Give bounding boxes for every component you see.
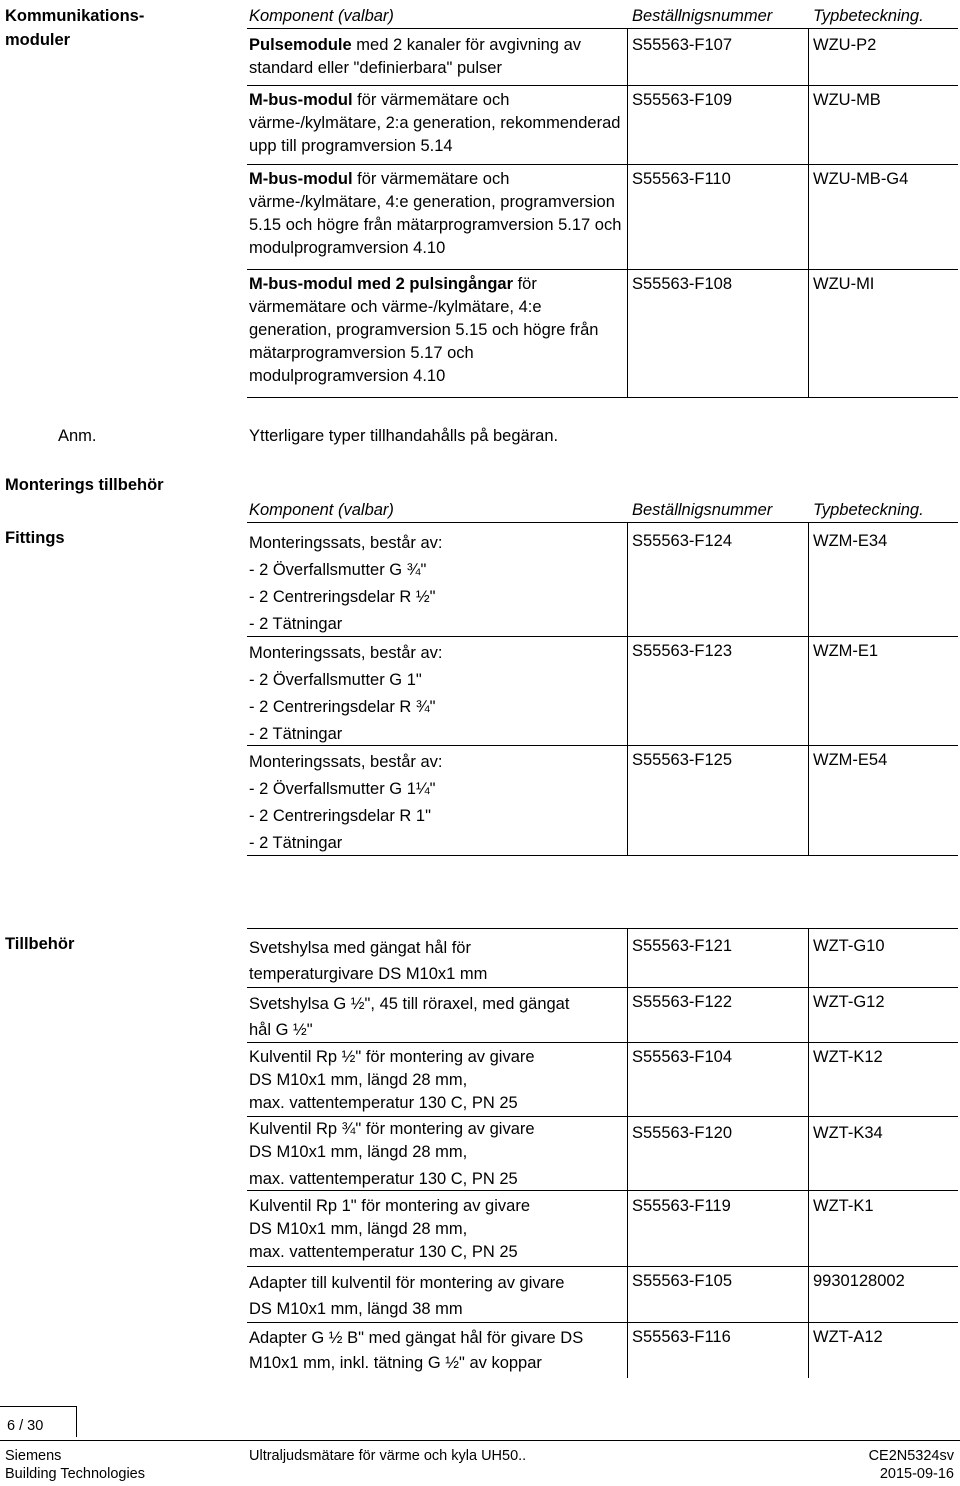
accessory-row-3-line-3: max. vattentemperatur 130 C, PN 25 (249, 1094, 518, 1112)
fitting-row-3-desc (249, 749, 627, 857)
accessory-row-1-line-1: Svetshylsa med gängat hål för (249, 939, 471, 957)
module-row-4-desc (249, 273, 627, 388)
fitting-col-divider-1 (627, 522, 628, 855)
fitting-row-3-line-4: - 2 Tätningar (249, 834, 343, 852)
accessory-row-2-desc (249, 991, 627, 1043)
fitting-row-1-desc (249, 530, 627, 638)
page-number: 6 / 30 (7, 1418, 44, 1434)
accessory-row-5-type: WZT-K1 (813, 1197, 874, 1215)
module-row-3-type: WZU-MB-G4 (813, 170, 909, 188)
footer-rule (0, 1440, 960, 1441)
accessory-row-2-rule (247, 1042, 958, 1043)
accessory-row-7-desc (249, 1326, 627, 1376)
accessory-row-5-rule (247, 1266, 958, 1267)
fitting-row-1-line-2: - 2 Överfallsmutter G ¾" (249, 561, 427, 579)
module-row-4-type: WZU-MI (813, 275, 875, 293)
module-row-2-rule (247, 164, 958, 165)
header-komponent: Komponent (valbar) (249, 7, 394, 25)
module-row-2-bold: M-bus-modul (249, 91, 353, 109)
header-typ-2: Typbeteckning. (813, 501, 924, 519)
footer-date: 2015-09-16 (879, 1466, 954, 1482)
accessory-row-1-rule (247, 987, 958, 988)
module-row-2-type: WZU-MB (813, 91, 881, 109)
accessory-row-3-code: S55563-F104 (632, 1048, 732, 1066)
header-bestallning-2: Beställnigsnummer (632, 501, 773, 519)
accessory-row-6-code: S55563-F105 (632, 1272, 732, 1290)
accessory-row-2-line-2: hål G ½" (249, 1021, 313, 1039)
section-label-kommunikation-line2: moduler (5, 30, 71, 49)
module-row-2-desc (249, 89, 627, 158)
module-row-3-rule (247, 269, 958, 270)
accessory-row-4-line-3: max. vattentemperatur 130 C, PN 25 (249, 1170, 518, 1188)
fitting-row-1-code: S55563-F124 (632, 532, 732, 550)
section-label-fittings: Fittings (5, 529, 65, 547)
module-row-1-type: WZU-P2 (813, 36, 877, 54)
footer-doc-id: CE2N5324sv (868, 1448, 954, 1464)
accessory-row-3-line-1: Kulventil Rp ½" för montering av givare (249, 1048, 535, 1066)
accessory-row-6-line-1: Adapter till kulventil för montering av givare (249, 1274, 565, 1292)
accessory-row-3-desc (249, 1046, 627, 1115)
accessory-row-4-desc (249, 1118, 627, 1191)
fitting-row-2-desc (249, 640, 627, 748)
accessory-row-5-line-2: DS M10x1 mm, längd 28 mm, (249, 1220, 468, 1238)
accessory-row-4-type: WZT-K34 (813, 1124, 883, 1142)
accessory-row-3-rule (247, 1116, 958, 1117)
accessory-row-4-rule (247, 1190, 958, 1191)
footer-company-line-2: Building Technologies (5, 1466, 146, 1482)
fitting-row-3-line-3: - 2 Centreringsdelar R 1" (249, 807, 431, 825)
accessory-row-4-code: S55563-F120 (632, 1124, 732, 1142)
accessory-row-7-line-2: M10x1 mm, inkl. tätning G ½" av koppar (249, 1354, 542, 1372)
module-col-divider-1 (627, 28, 628, 397)
accessory-row-5-code: S55563-F119 (632, 1197, 731, 1215)
module-row-1-code: S55563-F107 (632, 36, 732, 54)
accessory-row-7-code: S55563-F116 (632, 1328, 731, 1346)
module-row-2-rest: för värmemätare och värme-/kylmätare, 2:a generation, rekommenderad upp till programversion 5.14 (249, 91, 621, 156)
fitting-row-2-line-1: Monteringssats, består av: (249, 644, 443, 662)
module-row-1-rule (247, 85, 958, 86)
accessory-row-6-line-2: DS M10x1 mm, längd 38 mm (249, 1300, 463, 1318)
module-row-3-desc (249, 168, 627, 260)
section-label-monterings: Monterings tillbehör (5, 476, 164, 494)
module-row-1-bold: Pulsemodule (249, 36, 352, 54)
header-bestallning: Beställnigsnummer (632, 7, 773, 25)
accessory-row-4-line-1: Kulventil Rp ¾" för montering av givare (249, 1120, 535, 1138)
module-row-3-rest: för värmemätare och värme-/kylmätare, 4:e generation, programversion 5.15 och högre från mätarprogramversion 5.17 och modulprogramversion 4.10 (249, 170, 622, 258)
module-row-3-bold: M-bus-modul (249, 170, 353, 188)
fitting-row-1-type: WZM-E34 (813, 532, 888, 550)
section-label-kommunikation-line1: Kommunikations- (5, 7, 145, 25)
accessory-row-5-line-1: Kulventil Rp 1" för montering av givare (249, 1197, 530, 1215)
module-row-4-bold: M-bus-modul med 2 pulsingångar (249, 275, 514, 293)
module-row-4-code: S55563-F108 (632, 275, 732, 293)
accessory-top-rule (247, 928, 958, 929)
accessory-row-2-line-1: Svetshylsa G ½", 45 till röraxel, med gängat (249, 995, 570, 1013)
anm-label: Anm. (58, 427, 97, 445)
accessory-col-divider-1 (627, 928, 628, 1378)
header-typ: Typbeteckning. (813, 7, 924, 25)
module-row-2-code: S55563-F109 (632, 91, 732, 109)
footer-company-line-1: Siemens (5, 1448, 62, 1464)
accessory-row-7-line-1: Adapter G ½ B" med gängat hål för givare DS (249, 1329, 584, 1347)
anm-text: Ytterligare typer tillhandahålls på begäran. (249, 427, 559, 445)
header-komponent-2: Komponent (valbar) (249, 501, 394, 519)
header-rule (247, 28, 958, 29)
accessory-row-3-line-2: DS M10x1 mm, längd 28 mm, (249, 1071, 468, 1089)
accessory-row-7-type: WZT-A12 (813, 1328, 883, 1346)
fitting-row-3-code: S55563-F125 (632, 751, 732, 769)
module-row-4-rest: för värmemätare och värme-/kylmätare, 4:e generation, programversion 5.15 och högre från mätarprogramversion 5.17 och modulprogramversion 4.10 (249, 275, 599, 386)
fitting-row-3-line-2: - 2 Överfallsmutter G 1¼" (249, 780, 436, 798)
section-label-tillbehor: Tillbehör (5, 935, 75, 953)
accessory-row-6-type: 9930128002 (813, 1272, 905, 1290)
accessory-row-1-desc (249, 935, 627, 987)
fitting-row-2-line-4: - 2 Tätningar (249, 725, 343, 743)
footer-doc-title: Ultraljudsmätare för värme och kyla UH50.. (249, 1448, 527, 1464)
fitting-row-2-line-3: - 2 Centreringsdelar R ¾" (249, 698, 436, 716)
fitting-row-2-type: WZM-E1 (813, 642, 879, 660)
module-col-divider-2 (808, 28, 809, 397)
fitting-row-1-line-1: Monteringssats, består av: (249, 534, 443, 552)
accessory-row-3-type: WZT-K12 (813, 1048, 883, 1066)
accessory-col-divider-2 (808, 928, 809, 1378)
fitting-row-2-rule (247, 745, 958, 746)
module-row-4-rule (247, 397, 958, 398)
fitting-row-1-rule (247, 636, 958, 637)
fitting-row-1-line-3: - 2 Centreringsdelar R ½" (249, 588, 436, 606)
fitting-row-3-type: WZM-E54 (813, 751, 888, 769)
accessory-row-5-desc (249, 1195, 627, 1264)
accessory-row-2-type: WZT-G12 (813, 993, 885, 1011)
accessory-row-1-code: S55563-F121 (632, 937, 732, 955)
accessory-row-4-line-2: DS M10x1 mm, längd 28 mm, (249, 1143, 468, 1161)
section-label-kommunikation (5, 5, 144, 53)
accessory-row-1-type: WZT-G10 (813, 937, 885, 955)
accessory-row-2-code: S55563-F122 (632, 993, 732, 1011)
fitting-row-2-line-2: - 2 Överfallsmutter G 1" (249, 671, 422, 689)
fitting-row-3-rule (247, 855, 958, 856)
fitting-row-2-code: S55563-F123 (632, 642, 732, 660)
accessory-row-6-desc (249, 1270, 627, 1322)
header-rule-2 (247, 522, 958, 523)
accessory-row-5-line-3: max. vattentemperatur 130 C, PN 25 (249, 1243, 518, 1261)
fitting-row-1-line-4: - 2 Tätningar (249, 615, 343, 633)
accessory-row-6-rule (247, 1322, 958, 1323)
module-row-1-rest: med 2 kanaler för avgivning av standard eller "definierbara" pulser (249, 36, 581, 78)
accessory-row-1-line-2: temperaturgivare DS M10x1 mm (249, 965, 488, 983)
fitting-col-divider-2 (808, 522, 809, 855)
fitting-row-3-line-1: Monteringssats, består av: (249, 753, 443, 771)
module-row-3-code: S55563-F110 (632, 170, 731, 188)
module-row-1-desc (249, 34, 627, 80)
